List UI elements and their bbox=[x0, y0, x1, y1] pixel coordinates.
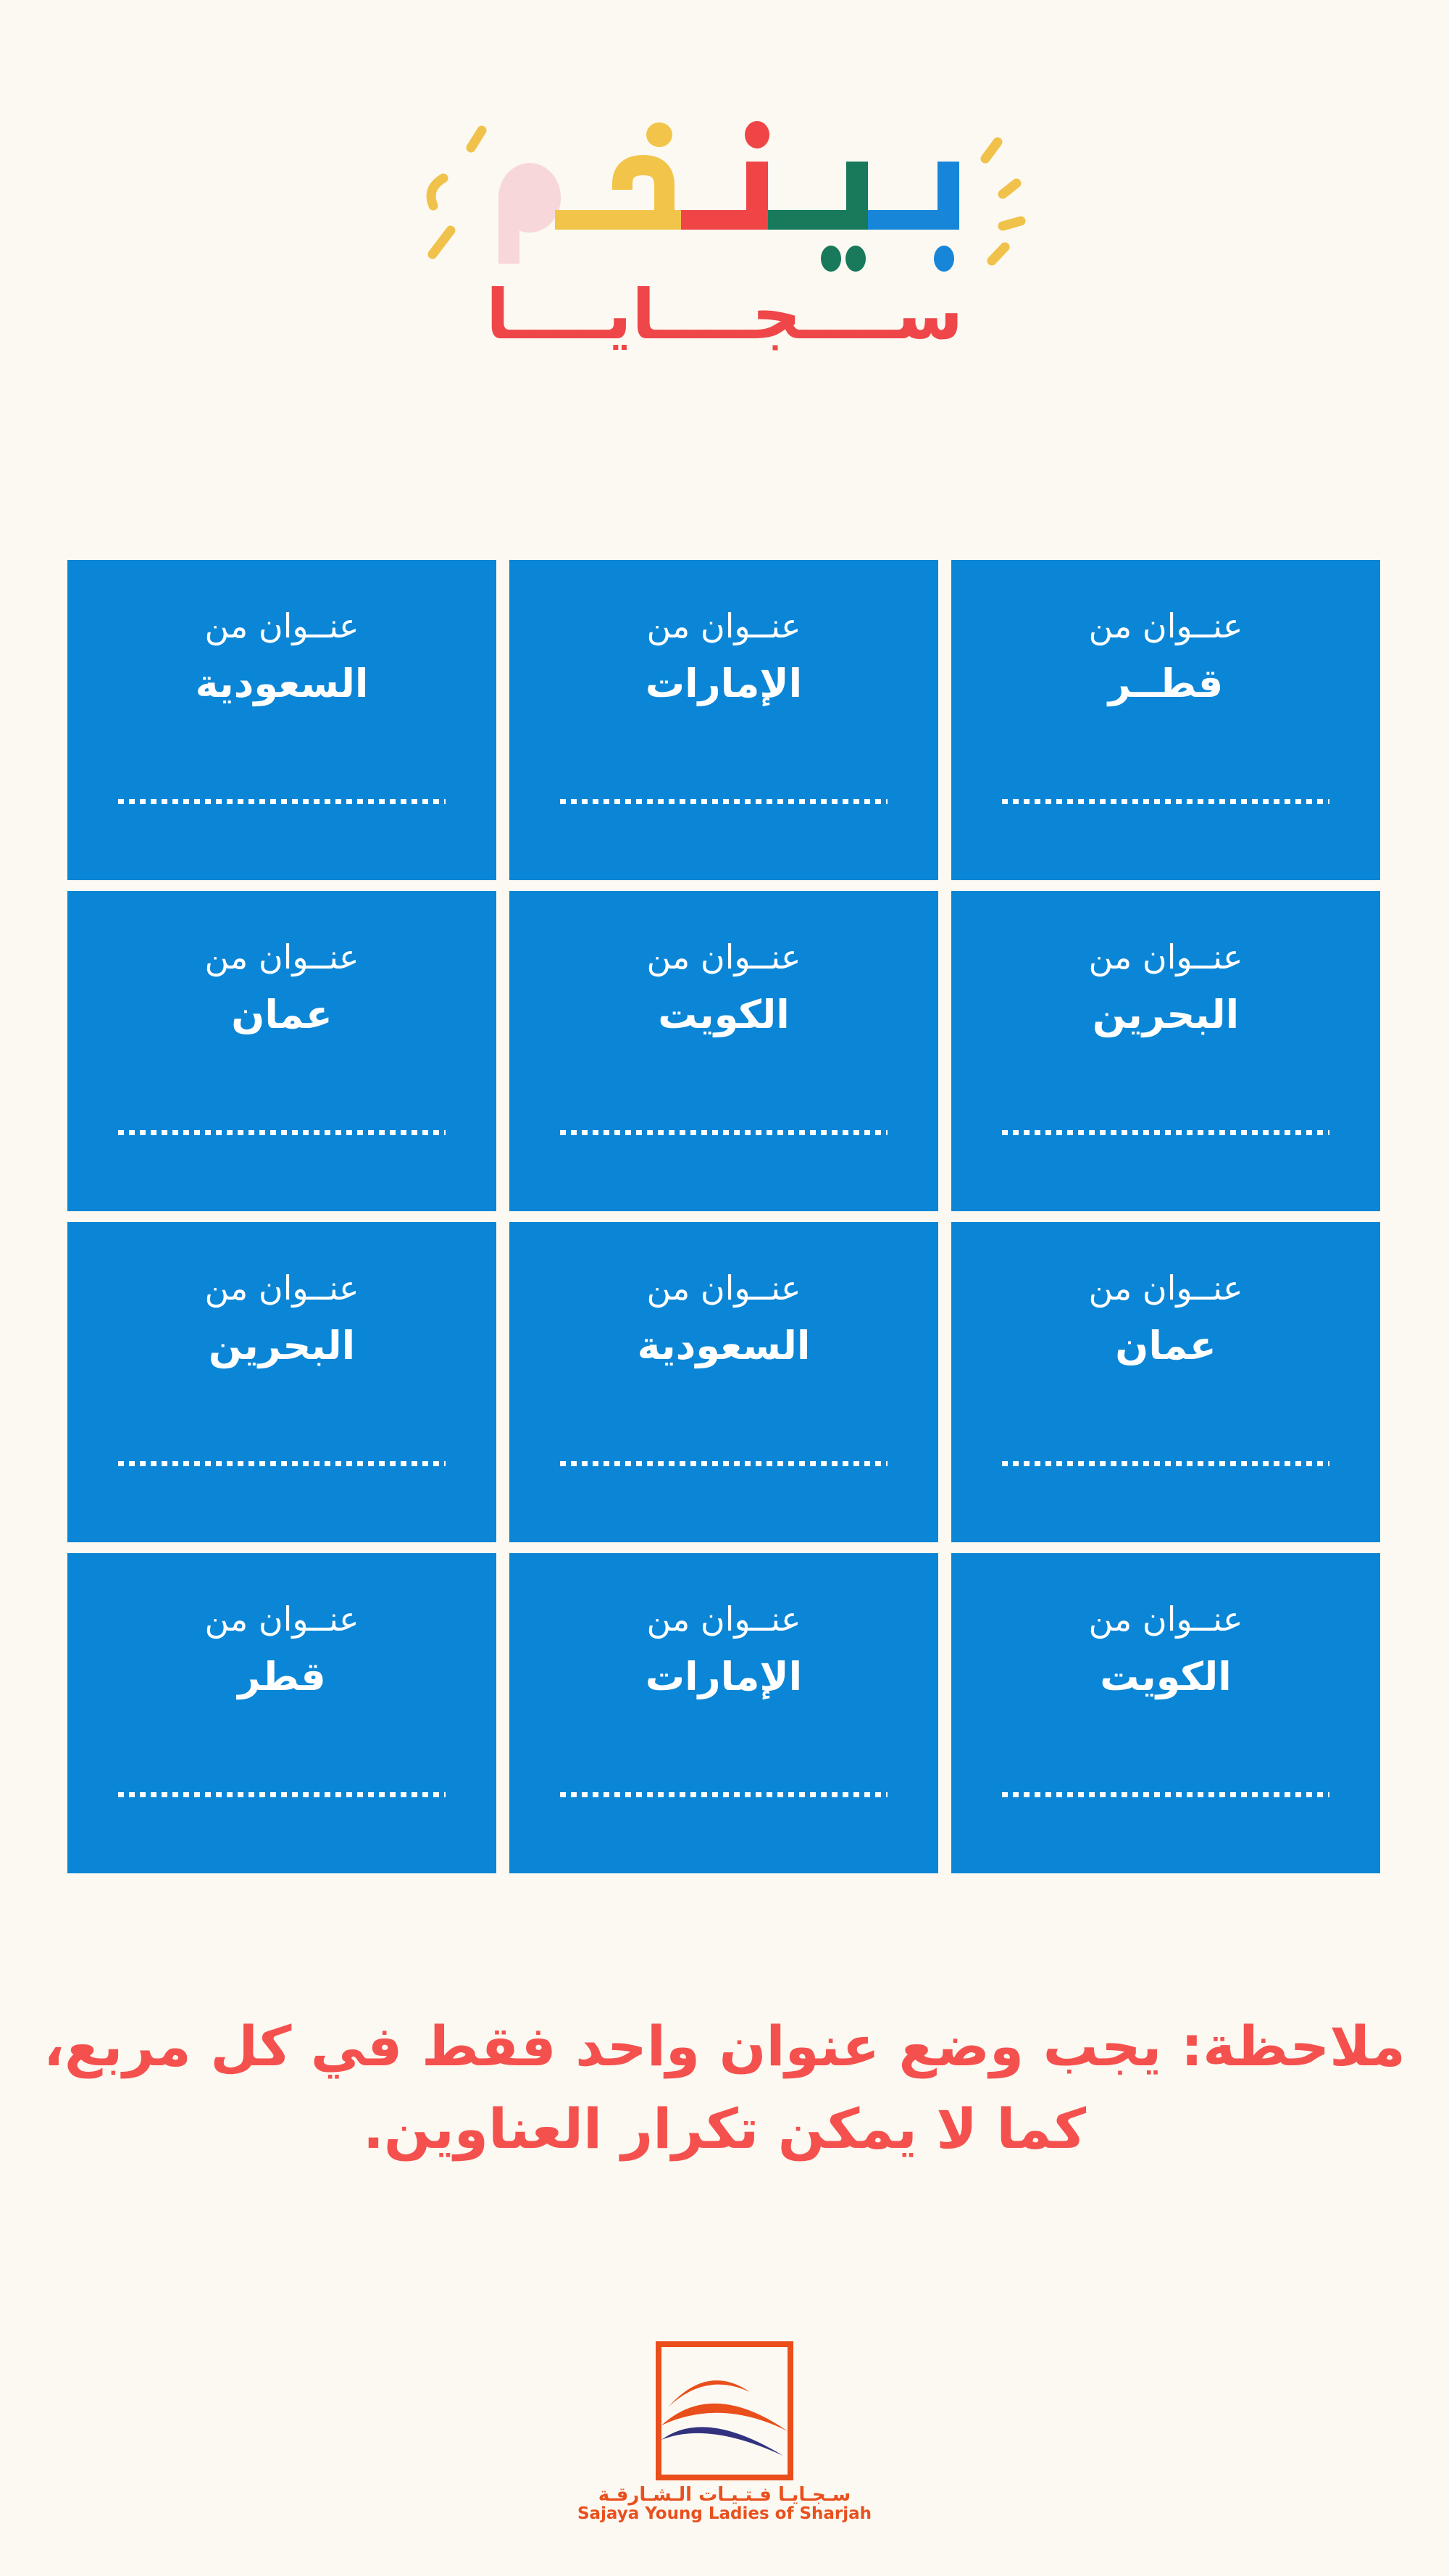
cell-country: قطــر bbox=[1108, 661, 1224, 707]
note bbox=[0, 2005, 1449, 2170]
answer-line[interactable] bbox=[118, 1130, 446, 1135]
answer-line[interactable] bbox=[1002, 1461, 1329, 1466]
cell-country: عمان bbox=[231, 992, 333, 1038]
bingo-cell-kuwait-1[interactable] bbox=[509, 891, 938, 1211]
bingo-grid bbox=[67, 560, 1380, 1873]
letter-baa bbox=[868, 162, 959, 272]
cell-country: الكويت bbox=[658, 992, 790, 1038]
bingo-cell-bahrain-2[interactable] bbox=[67, 1222, 496, 1542]
sparkle-left-icon bbox=[431, 130, 482, 254]
letter-ghain bbox=[555, 122, 681, 230]
cell-title: عنــوان من bbox=[204, 1268, 359, 1308]
cell-country: البحرين bbox=[208, 1323, 356, 1369]
answer-line[interactable] bbox=[118, 1792, 446, 1797]
cell-country: عمان bbox=[1115, 1323, 1216, 1369]
letter-yaa bbox=[768, 162, 868, 272]
bingo-cell-oman-2[interactable] bbox=[951, 1222, 1380, 1542]
logo-subtitle: ســــجــــايــــا bbox=[485, 275, 964, 355]
cell-title: عنــوان من bbox=[1088, 1599, 1243, 1639]
bingo-cell-qatar-1[interactable] bbox=[951, 560, 1380, 880]
cell-title: عنــوان من bbox=[646, 1599, 801, 1639]
answer-line[interactable] bbox=[1002, 1130, 1329, 1135]
bingo-logo bbox=[406, 101, 1043, 290]
note-line-1: ملاحظة: يجب وضع عنوان واحد فقط في كل مربع، bbox=[43, 2014, 1406, 2078]
footer-english-name: Sajaya Young Ladies of Sharjah bbox=[577, 2504, 872, 2523]
answer-line[interactable] bbox=[560, 1792, 888, 1797]
letter-noon bbox=[681, 121, 769, 230]
cell-title: عنــوان من bbox=[1088, 937, 1243, 977]
bingo-cell-saudi-2[interactable] bbox=[509, 1222, 938, 1542]
cell-country: السعودية bbox=[195, 661, 369, 707]
bingo-cell-qatar-2[interactable] bbox=[67, 1553, 496, 1873]
cell-title: عنــوان من bbox=[1088, 1268, 1243, 1308]
answer-line[interactable] bbox=[1002, 1792, 1329, 1797]
answer-line[interactable] bbox=[560, 799, 888, 804]
sparkle-right-icon bbox=[985, 142, 1021, 261]
answer-line[interactable] bbox=[1002, 799, 1329, 804]
cell-country: الإمارات bbox=[645, 1654, 803, 1700]
wave-navy-icon bbox=[661, 2427, 783, 2456]
bingo-cell-kuwait-2[interactable] bbox=[951, 1553, 1380, 1873]
cell-title: عنــوان من bbox=[646, 1268, 801, 1308]
answer-line[interactable] bbox=[118, 799, 446, 804]
bingo-cell-oman-1[interactable] bbox=[67, 891, 496, 1211]
answer-line[interactable] bbox=[560, 1130, 888, 1135]
bingo-cell-uae-2[interactable] bbox=[509, 1553, 938, 1873]
cell-title: عنــوان من bbox=[204, 937, 359, 977]
wave-middle-icon bbox=[661, 2404, 788, 2431]
wave-top-icon bbox=[669, 2380, 750, 2406]
cell-country: السعودية bbox=[637, 1323, 811, 1369]
bingo-cell-bahrain-1[interactable] bbox=[951, 891, 1380, 1211]
answer-line[interactable] bbox=[118, 1461, 446, 1466]
cell-title: عنــوان من bbox=[646, 937, 801, 977]
cell-title: عنــوان من bbox=[646, 606, 801, 645]
answer-line[interactable] bbox=[560, 1461, 888, 1466]
cell-country: البحرين bbox=[1092, 992, 1240, 1038]
bingo-cell-uae-1[interactable] bbox=[509, 560, 938, 880]
note-line-2: كما لا يمكن تكرار العناوين. bbox=[362, 2096, 1087, 2161]
cell-title: عنــوان من bbox=[204, 1599, 359, 1639]
cell-country: الكويت bbox=[1100, 1654, 1232, 1700]
cell-country: الإمارات bbox=[645, 661, 803, 707]
cell-title: عنــوان من bbox=[204, 606, 359, 645]
sajaya-logo bbox=[656, 2341, 793, 2480]
cell-title: عنــوان من bbox=[1088, 606, 1243, 645]
cell-country: قطر bbox=[238, 1654, 326, 1700]
footer-arabic-name: سـجـايـا فـتـيـات الـشـارقـة bbox=[598, 2484, 851, 2506]
letter-waw bbox=[498, 163, 561, 264]
bingo-cell-saudi-1[interactable] bbox=[67, 560, 496, 880]
sajaya-waves-icon bbox=[661, 2347, 788, 2475]
